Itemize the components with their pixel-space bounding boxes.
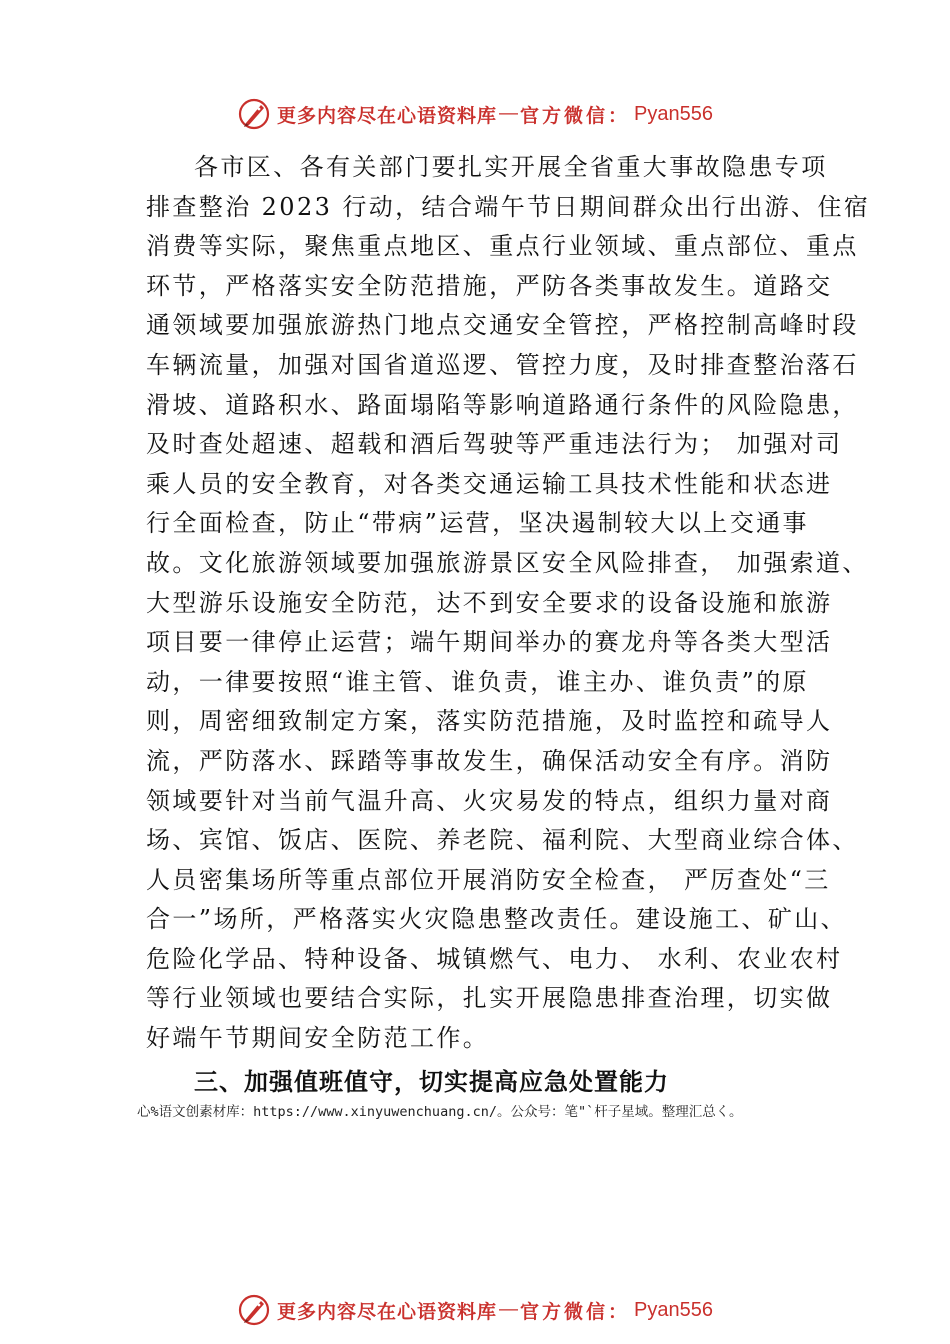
body-line: 动，一律要按照“谁主管、谁负责，谁主办、谁负责”的原 (146, 667, 809, 696)
body-line: 领域要针对当前气温升高、火灾易发的特点，组织力量对商 (146, 786, 833, 815)
body-line: 等行业领域也要结合实际，扎实开展隐患排查治理，切实做 (146, 984, 833, 1013)
body-line: 流，严防落水、踩踏等事故发生，确保活动安全有序。消防 (146, 746, 833, 775)
body-line: 乘人员的安全教育，对各类交通运输工具技术性能和状态进 (146, 469, 833, 498)
banner-wechat-id: Pyan556 (634, 1298, 713, 1321)
body-line: 则，周密细致制定方案，落实防范措施，及时监控和疏导人 (146, 707, 833, 736)
body-line: 车辆流量，加强对国省道巡逻、管控力度，及时排查整治落石 (146, 350, 859, 379)
banner-wechat-id: Pyan556 (634, 102, 713, 125)
header-banner (0, 94, 950, 134)
body-line: 消费等实际，聚焦重点地区、重点行业领域、重点部位、重点 (146, 232, 859, 261)
body-line: 危险化学品、特种设备、城镇燃气、电力、 水利、农业农村 (146, 944, 843, 973)
banner-title: 更多内容尽在心语资料库 (277, 1301, 498, 1323)
banner-title: 更多内容尽在心语资料库 (277, 105, 498, 127)
body-line: 合一”场所，严格落实火灾隐患整改责任。建设施工、矿山、 (146, 905, 848, 934)
body-line: 各市区、各有关部门要扎实开展全省重大事故隐患专项 (194, 153, 828, 181)
fountain-pen-logo-icon (237, 1293, 271, 1327)
body-line: 故。文化旅游领域要加强旅游景区安全风险排查， 加强索道、 (146, 548, 869, 577)
body-line: 好端午节期间安全防范工作。 (146, 1024, 490, 1053)
body-line: 项目要一律停止运营；端午期间举办的赛龙舟等各类大型活 (146, 628, 833, 657)
banner-wechat-label: 官方微信： (520, 1301, 631, 1323)
body-line: 行全面检查，防止“带病”运营，坚决遏制较大以上交通事 (146, 509, 809, 538)
body-line: 通领域要加强旅游热门地点交通安全管控，严格控制高峰时段 (146, 311, 859, 340)
body-line: 及时查处超速、超载和酒后驾驶等严重违法行为； 加强对司 (146, 430, 843, 459)
body-line: 人员密集场所等重点部位开展消防安全检查， 严厉查处“三 (146, 865, 831, 894)
body-paragraph (146, 148, 871, 1059)
section-heading: 三、加强值班值守，切实提高应急处置能力 (194, 1068, 669, 1096)
banner-wechat-label: 官方微信： (520, 105, 631, 127)
body-line: 场、宾馆、饭店、医院、养老院、福利院、大型商业综合体、 (146, 826, 859, 855)
body-line: 排查整治 2023 行动，结合端午节日期间群众出行出游、住宿 (146, 192, 871, 221)
banner-separator: — (499, 1299, 519, 1320)
banner-separator: — (499, 103, 519, 124)
fountain-pen-logo-icon (237, 97, 271, 131)
body-line: 大型游乐设施安全防范，达不到安全要求的设备设施和旅游 (146, 588, 833, 617)
source-note: 心%语文创素材库：https://www.xinyuwenchuang.cn/。公众号：笔"`杆子星域。整理汇总く。 (137, 1104, 743, 1120)
body-line: 滑坡、道路积水、路面塌陷等影响道路通行条件的风险隐患， (146, 390, 859, 419)
body-line: 环节，严格落实安全防范措施，严防各类事故发生。道路交 (146, 271, 833, 300)
footer-banner (0, 1290, 950, 1330)
